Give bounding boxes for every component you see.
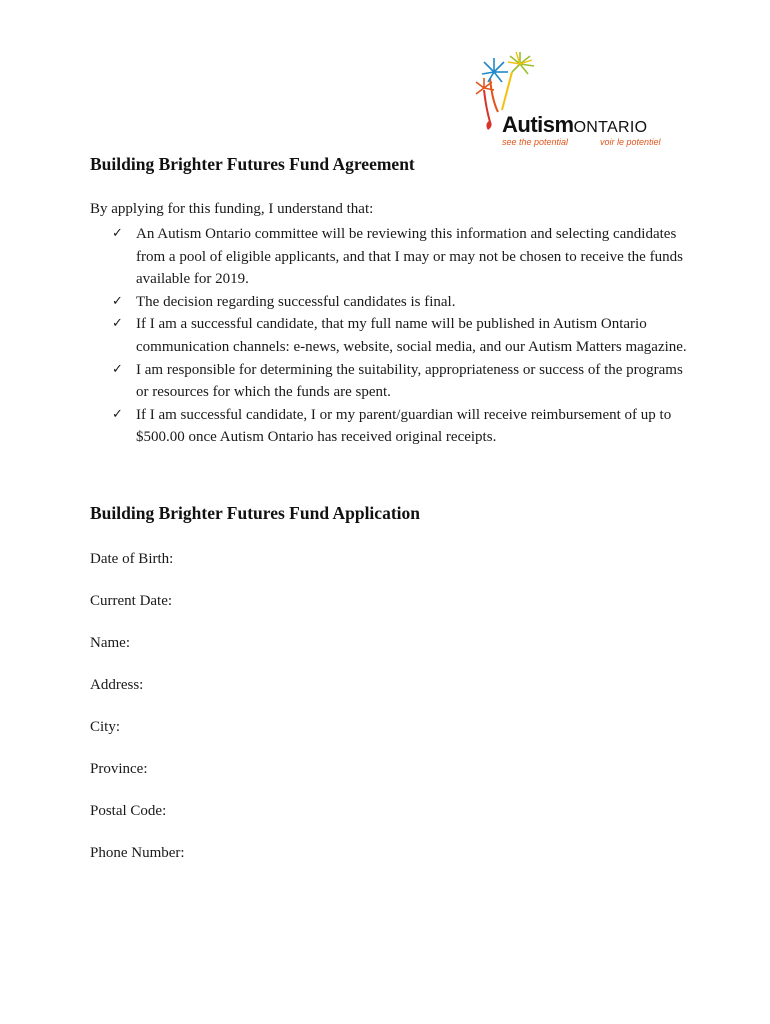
field-province[interactable]: Province: [90,761,148,777]
checkmark-icon: ✓ [112,361,123,377]
checklist-item-text: If I am successful candidate, I or my parent/guardian will receive reimbursement of up to $500.00 once Autism Ontario has received original receipts. [136,406,672,446]
checklist-item [90,404,690,449]
autism-ontario-logo [472,50,672,150]
field-address[interactable]: Address: [90,677,144,693]
agreement-checklist [90,223,690,449]
checklist-item-text: I am responsible for determining the suitability, appropriateness or success of the programs or resources for which the funds are spent. [136,361,683,401]
checklist-item-text: An Autism Ontario committee will be reviewing this information and selecting candidates from a pool of eligible applicants, and that I may or may not be chosen to receive the funds available for 2019. [136,226,683,288]
checkmark-icon: ✓ [112,293,123,309]
logo-word-ontario: ONTARIO [573,119,648,136]
logo-word-autism: Autism [502,112,574,137]
field-name[interactable]: Name: [90,635,130,651]
checklist-item [90,223,690,291]
application-fields [90,551,185,887]
checklist-item-text: The decision regarding successful candidates is final. [136,293,456,310]
logo-tagline-en: see the potential [502,137,569,147]
agreement-title: Building Brighter Futures Fund Agreement [90,154,415,174]
checklist-item [90,291,690,314]
checklist-item [90,359,690,404]
checkmark-icon: ✓ [112,226,123,241]
logo-tagline-fr: voir le potentiel [600,137,661,147]
field-postal-code[interactable]: Postal Code: [90,803,167,819]
field-phone-number[interactable]: Phone Number: [90,845,185,861]
agreement-intro: By applying for this funding, I understand that: [90,201,374,217]
field-city[interactable]: City: [90,719,121,735]
application-title: Building Brighter Futures Fund Application [90,503,420,523]
field-date-of-birth[interactable]: Date of Birth: [90,551,174,567]
checklist-item [90,313,690,358]
checklist-item-text: If I am a successful candidate, that my full name will be published in Autism Ontario communication channels: e-news, website, social media, and our Autism Matters magazine. [136,316,687,355]
checkmark-icon: ✓ [112,406,123,422]
logo-wordmark [502,114,647,136]
field-current-date[interactable]: Current Date: [90,593,173,609]
checkmark-icon: ✓ [112,316,123,332]
